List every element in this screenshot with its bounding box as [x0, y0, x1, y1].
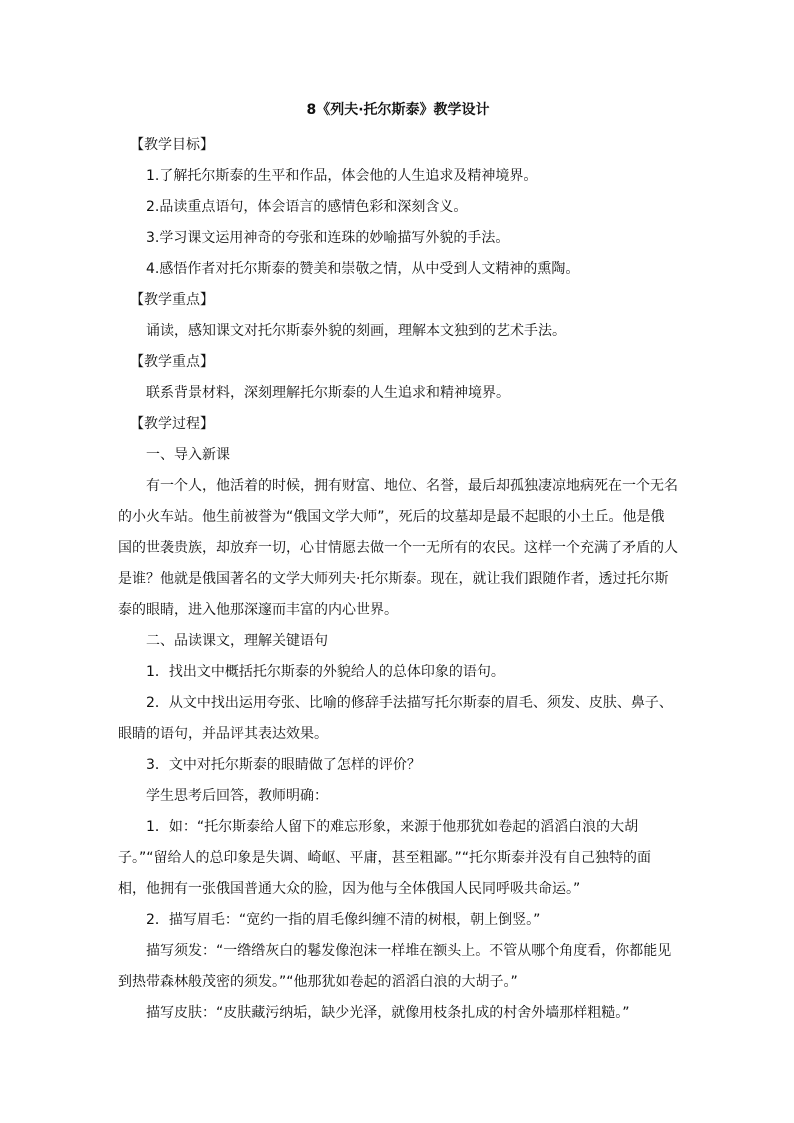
key-text-2: 联系背景材料，深刻理解托尔斯泰的人生追求和精神境界。 [146, 385, 510, 401]
goal-item-2: 2.品读重点语句，体会语言的感情色彩和深刻含义。 [146, 199, 468, 215]
step-1-heading: 一、导入新课 [146, 447, 230, 463]
process-heading: 【教学过程】 [130, 416, 214, 432]
goals-heading: 【教学目标】 [130, 137, 214, 153]
document-content [118, 98, 678, 1029]
step-2-heading: 二、品读课文，理解关键语句 [146, 633, 328, 649]
answer-intro: 学生思考后回答，教师明确： [146, 788, 328, 804]
key-heading-2: 【教学重点】 [130, 354, 214, 370]
goal-item-3: 3.学习课文运用神奇的夸张和连珠的妙喻描写外貌的手法。 [146, 230, 510, 246]
answer-3: 描写须发：“一绺绺灰白的鬈发像泡沫一样堆在额头上。不管从哪个角度看，你都能见到热带森林般茂密的须发。”“他那犹如卷起的滔滔白浪的大胡子。” [118, 943, 672, 990]
document-title: 8《列夫·托尔斯泰》教学设计 [306, 102, 490, 118]
answer-4: 描写皮肤：“皮肤藏污纳垢，缺少光泽，就像用枝条扎成的村舍外墙那样粗糙。” [146, 1005, 630, 1021]
question-2: 2．从文中找出运用夸张、比喻的修辞手法描写托尔斯泰的眉毛、须发、皮肤、鼻子、眼睛的语句，并品评其表达效果。 [118, 695, 673, 742]
question-1: 1．找出文中概括托尔斯泰的外貌给人的总体印象的语句。 [146, 664, 505, 680]
intro-paragraph: 有一个人，他活着的时候，拥有财富、地位、名誉，最后却孤独凄凉地病死在一个无名的小火车站。他生前被誉为“俄国文学大师”，死后的坟墓却是最不起眼的小土丘。他是俄国的世袭贵族，却放弃一切，心甘情愿去做一个一无所有的农民。这样一个充满了矛盾的人是谁？他就是俄国著名的文学大师列夫·托尔斯泰。现在，就让我们跟随作者，透过托尔斯泰的眼睛，进入他那深邃而丰富的内心世界。 [118, 478, 678, 618]
answer-1: 1．如：“托尔斯泰给人留下的难忘形象，来源于他那犹如卷起的滔滔白浪的大胡子。”“留给人的总印象是失调、崎岖、平庸，甚至粗鄙。”“托尔斯泰并没有自己独特的面相，他拥有一张俄国普通大众的脸，因为他与全体俄国人民同呼吸共命运。” [118, 819, 652, 897]
key-heading-1: 【教学重点】 [130, 292, 214, 308]
goal-item-1: 1.了解托尔斯泰的生平和作品，体会他的人生追求及精神境界。 [146, 168, 538, 184]
goal-item-4: 4.感悟作者对托尔斯泰的赞美和崇敬之情，从中受到人文精神的熏陶。 [146, 261, 580, 277]
answer-2: 2．描写眉毛：“宽约一指的眉毛像纠缠不清的树根，朝上倒竖。” [146, 912, 541, 928]
key-text-1: 诵读，感知课文对托尔斯泰外貌的刻画，理解本文独到的艺术手法。 [146, 323, 566, 339]
question-3: 3．文中对托尔斯泰的眼睛做了怎样的评价？ [146, 757, 421, 773]
